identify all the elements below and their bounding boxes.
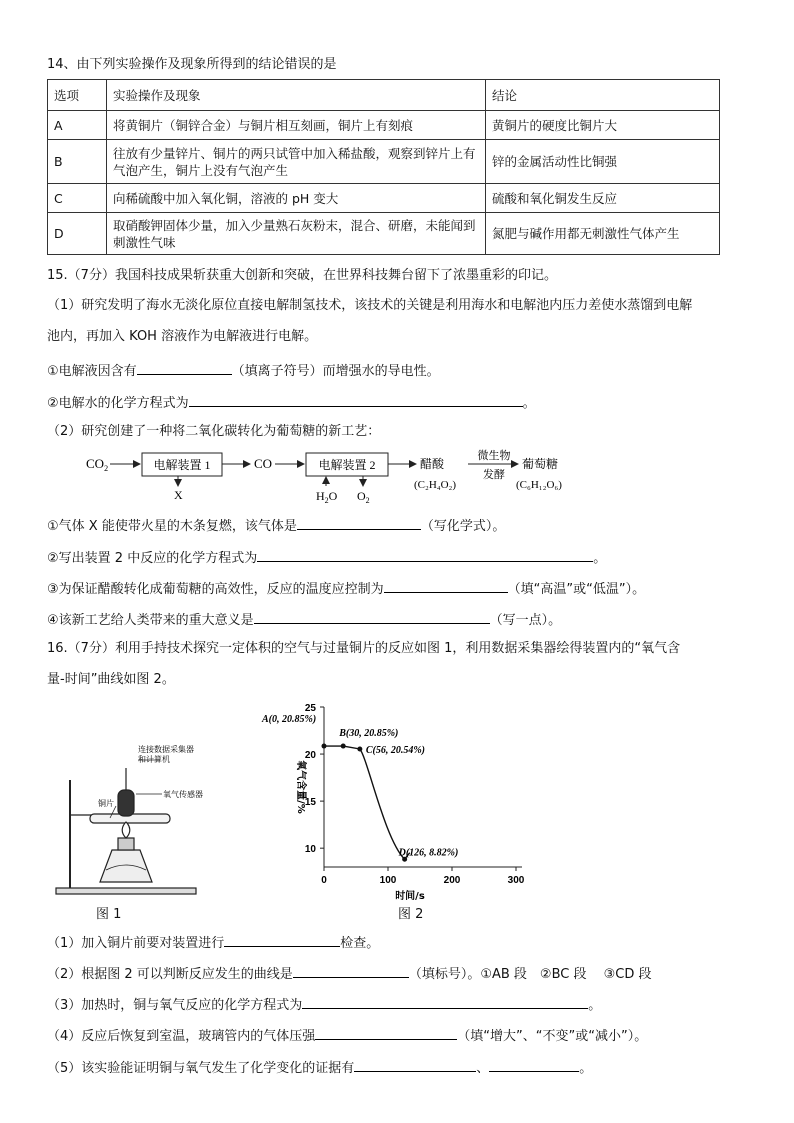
data-label: B(30, 20.85%)	[339, 728, 399, 740]
figure2-caption: 图 2	[398, 907, 424, 922]
figure1-apparatus	[50, 740, 210, 900]
process-flow-diagram	[80, 446, 580, 512]
row-option: D	[48, 213, 107, 255]
table-row	[48, 213, 720, 255]
data-point	[357, 746, 362, 751]
glucose-label: 葡萄糖	[522, 457, 559, 471]
fig1-label-computer: 和计算机	[138, 755, 170, 764]
answer-blank[interactable]	[137, 360, 232, 375]
ferment-label: 发酵	[483, 469, 505, 481]
x-tick-label: 0	[321, 875, 327, 886]
table-header-row	[48, 80, 720, 111]
answer-blank[interactable]	[254, 609, 490, 624]
q16-a1: （1）加入铜片前要对装置进行 检查。	[47, 932, 379, 953]
answer-blank[interactable]	[297, 515, 421, 530]
q15-s4: ④该新工艺给人类带来的重大意义是 （写一点）。	[47, 609, 561, 630]
o2-label: $O_2$	[357, 489, 370, 505]
oxygen-sensor	[118, 790, 134, 816]
answer-blank[interactable]	[224, 932, 340, 947]
y-tick-label: 10	[304, 844, 316, 856]
flame	[122, 822, 130, 838]
glucose-formula: (C₆H₁₂O₆)	[516, 479, 562, 491]
figure2-chart	[260, 695, 560, 905]
series-line	[324, 746, 410, 859]
answer-blank[interactable]	[293, 963, 409, 978]
h2o-label: $H_2O$	[316, 489, 338, 505]
q15-title: 15.（7分）我国科技成果斩获重大创新和突破，在世界科技舞台留下了浓墨重彩的印记。	[47, 268, 557, 283]
table-row	[48, 111, 720, 140]
row-operation: 向稀硫酸中加入氧化铜，溶液的 pH 变大	[107, 184, 486, 213]
acetic-acid-formula: (C₂H₄O₂)	[414, 479, 457, 491]
microbe-label: 微生物	[477, 450, 511, 462]
figure1-caption: 图 1	[96, 907, 122, 922]
data-point	[322, 744, 327, 749]
stand-base	[56, 888, 196, 894]
row-conclusion: 硫酸和氧化铜发生反应	[486, 184, 720, 213]
row-option: A	[48, 111, 107, 140]
q16-a5: （5）该实验能证明铜与氧气发生了化学变化的证据有 、 。	[47, 1057, 592, 1078]
data-point	[341, 744, 346, 749]
q16-title-line2: 量-时间”曲线如图 2。	[47, 672, 175, 687]
row-operation: 将黄铜片（铜锌合金）与铜片相互刻画，铜片上有刻痕	[107, 111, 486, 140]
alcohol-lamp	[100, 850, 152, 882]
acetic-acid-label: 醋酸	[420, 457, 445, 471]
header-conclusion: 结论	[486, 80, 720, 111]
q15-s1: ①气体 X 能使带火星的木条复燃，该气体是 （写化学式）。	[47, 515, 505, 536]
data-label: C(56, 20.54%)	[365, 744, 426, 756]
q15-q1: ①电解液因含有 （填离子符号）而增强水的导电性。	[47, 360, 440, 381]
device2-label: 电解装置 2	[318, 458, 376, 472]
answer-blank[interactable]	[257, 547, 593, 562]
x-tick-label: 200	[443, 875, 461, 886]
answer-blank[interactable]	[489, 1057, 579, 1072]
x-label: X	[174, 488, 183, 502]
q16-a2: （2）根据图 2 可以判断反应发生的曲线是 （填标号）。①AB 段 ②BC 段 ③CD 段	[47, 963, 651, 984]
data-label: A(0, 20.85%)	[262, 714, 317, 726]
q15-s3: ③为保证醋酸转化成葡萄糖的高效性，反应的温度应控制为 （填“高温”或“低温”）。	[47, 578, 645, 599]
fig1-label-copper: 铜片	[98, 799, 114, 808]
q16-title-line1: 16.（7分）利用手持技术探究一定体积的空气与过量铜片的反应如图 1，利用数据采集器绘得装置内的“氧气含	[47, 641, 681, 656]
header-option: 选项	[48, 80, 107, 111]
x-tick-label: 300	[507, 875, 525, 886]
q14-table	[47, 79, 720, 255]
q16-a4: （4）反应后恢复到室温，玻璃管内的气体压强 （填“增大”、“不变”或“减小”）。	[47, 1025, 647, 1046]
row-operation: 取硝酸钾固体少量，加入少量熟石灰粉末，混合、研磨，未能闻到刺激性气味	[107, 213, 486, 255]
q16-a3: （3）加热时，铜与氧气反应的化学方程式为 。	[47, 994, 601, 1015]
y-tick-label: 20	[304, 750, 316, 762]
y-axis-label: 氧气含量/%	[295, 760, 306, 814]
row-option: B	[48, 140, 107, 184]
fig1-label-sensor: 氧气传感器	[163, 790, 203, 799]
answer-blank[interactable]	[354, 1057, 476, 1072]
q15-s2: ②写出装置 2 中反应的化学方程式为 。	[47, 547, 606, 568]
y-tick-label: 25	[304, 703, 316, 714]
table-row	[48, 184, 720, 213]
answer-blank[interactable]	[315, 1025, 457, 1040]
header-operation: 实验操作及现象	[107, 80, 486, 111]
answer-blank[interactable]	[302, 994, 588, 1009]
x-tick-label: 100	[379, 875, 397, 886]
row-conclusion: 锌的金属活动性比铜强	[486, 140, 720, 184]
q15-part2: （2）研究创建了一种将二氧化碳转化为葡萄糖的新工艺：	[47, 424, 381, 439]
row-conclusion: 黄铜片的硬度比铜片大	[486, 111, 720, 140]
row-conclusion: 氮肥与碱作用都无刺激性气体产生	[486, 213, 720, 255]
co2-label: $CO_2$	[86, 456, 109, 473]
fig1-label-collector: 连接数据采集器	[138, 745, 194, 754]
row-operation: 往放有少量锌片、铜片的两只试管中加入稀盐酸，观察到锌片上有气泡产生，铜片上没有气泡产生	[107, 140, 486, 184]
y-tick-label: 15	[304, 797, 316, 809]
answer-blank[interactable]	[189, 392, 523, 407]
row-option: C	[48, 184, 107, 213]
co-label: CO	[254, 456, 273, 471]
q15-part1-line2: 池内，再加入 KOH 溶液作为电解液进行电解。	[47, 329, 318, 344]
q15-q2: ②电解水的化学方程式为 。	[47, 392, 536, 413]
q14-title: 14、由下列实验操作及现象所得到的结论错误的是	[47, 57, 337, 72]
data-label: D(126, 8.82%)	[398, 847, 459, 859]
q15-part1-line1: （1）研究发明了海水无淡化原位直接电解制氢技术，该技术的关键是利用海水和电解池内压力差使水蒸馏到电解	[47, 298, 693, 313]
x-axis-label: 时间/s	[395, 891, 425, 902]
device1-label: 电解装置 1	[153, 458, 211, 472]
answer-blank[interactable]	[384, 578, 508, 593]
table-row	[48, 140, 720, 184]
